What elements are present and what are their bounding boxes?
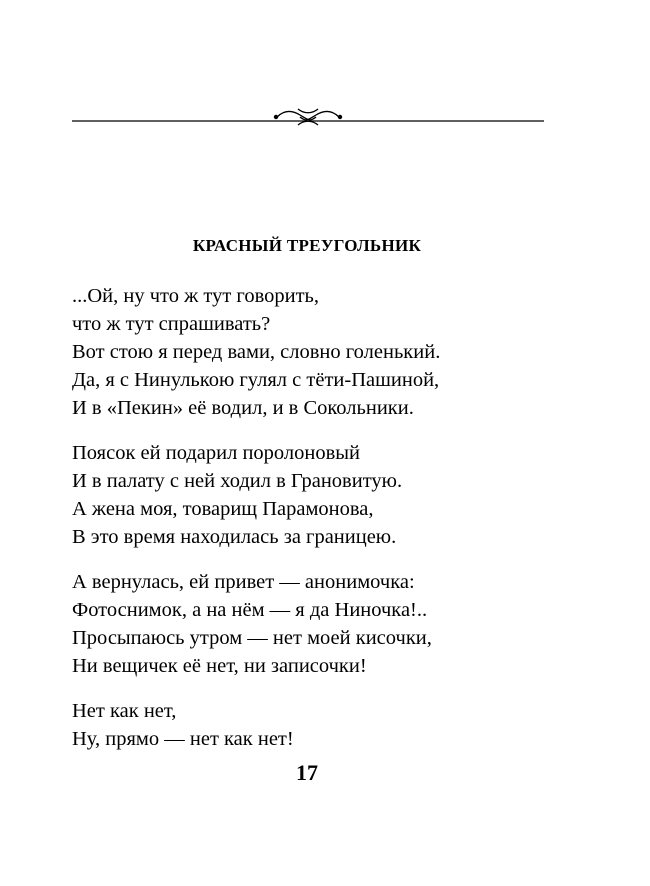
poem-line: Да, я с Нинулькою гулял с тёти-Пашиной, xyxy=(72,369,440,391)
poem-line: Вот стою я перед вами, словно голенький. xyxy=(72,341,441,363)
stanza xyxy=(72,439,612,551)
stanza xyxy=(72,697,612,753)
poem-line: Ну, прямо — нет как нет! xyxy=(72,728,294,750)
poem-line: Ни вещичек её нет, ни записочки! xyxy=(72,655,367,677)
flourish-divider-icon xyxy=(72,100,544,130)
poem-body xyxy=(72,282,612,770)
stanza xyxy=(72,282,612,422)
poem-title: КРАСНЫЙ ТРЕУГОЛЬНИК xyxy=(192,236,422,255)
poem-line: Поясок ей подарил поролоновый xyxy=(72,442,361,464)
poem-line: Нет как нет, xyxy=(72,700,177,722)
page-number: 17 xyxy=(296,760,318,785)
poem-line: И в «Пекин» её водил, и в Сокольники. xyxy=(72,397,414,419)
stanza xyxy=(72,568,612,680)
poem-line: И в палату с ней ходил в Грановитую. xyxy=(72,470,403,492)
poem-line: В это время находилась за границею. xyxy=(72,526,397,548)
poem-line: А вернулась, ей привет — анонимочка: xyxy=(72,571,415,593)
poem-line: что ж тут спрашивать? xyxy=(72,313,271,335)
poem-line: А жена моя, товарищ Парамонова, xyxy=(72,498,374,520)
poem-line: ...Ой, ну что ж тут говорить, xyxy=(72,285,320,307)
poem-line: Фотоснимок, а на нём — я да Ниночка!.. xyxy=(72,599,428,621)
poem-line: Просыпаюсь утром — нет моей кисочки, xyxy=(72,627,432,649)
